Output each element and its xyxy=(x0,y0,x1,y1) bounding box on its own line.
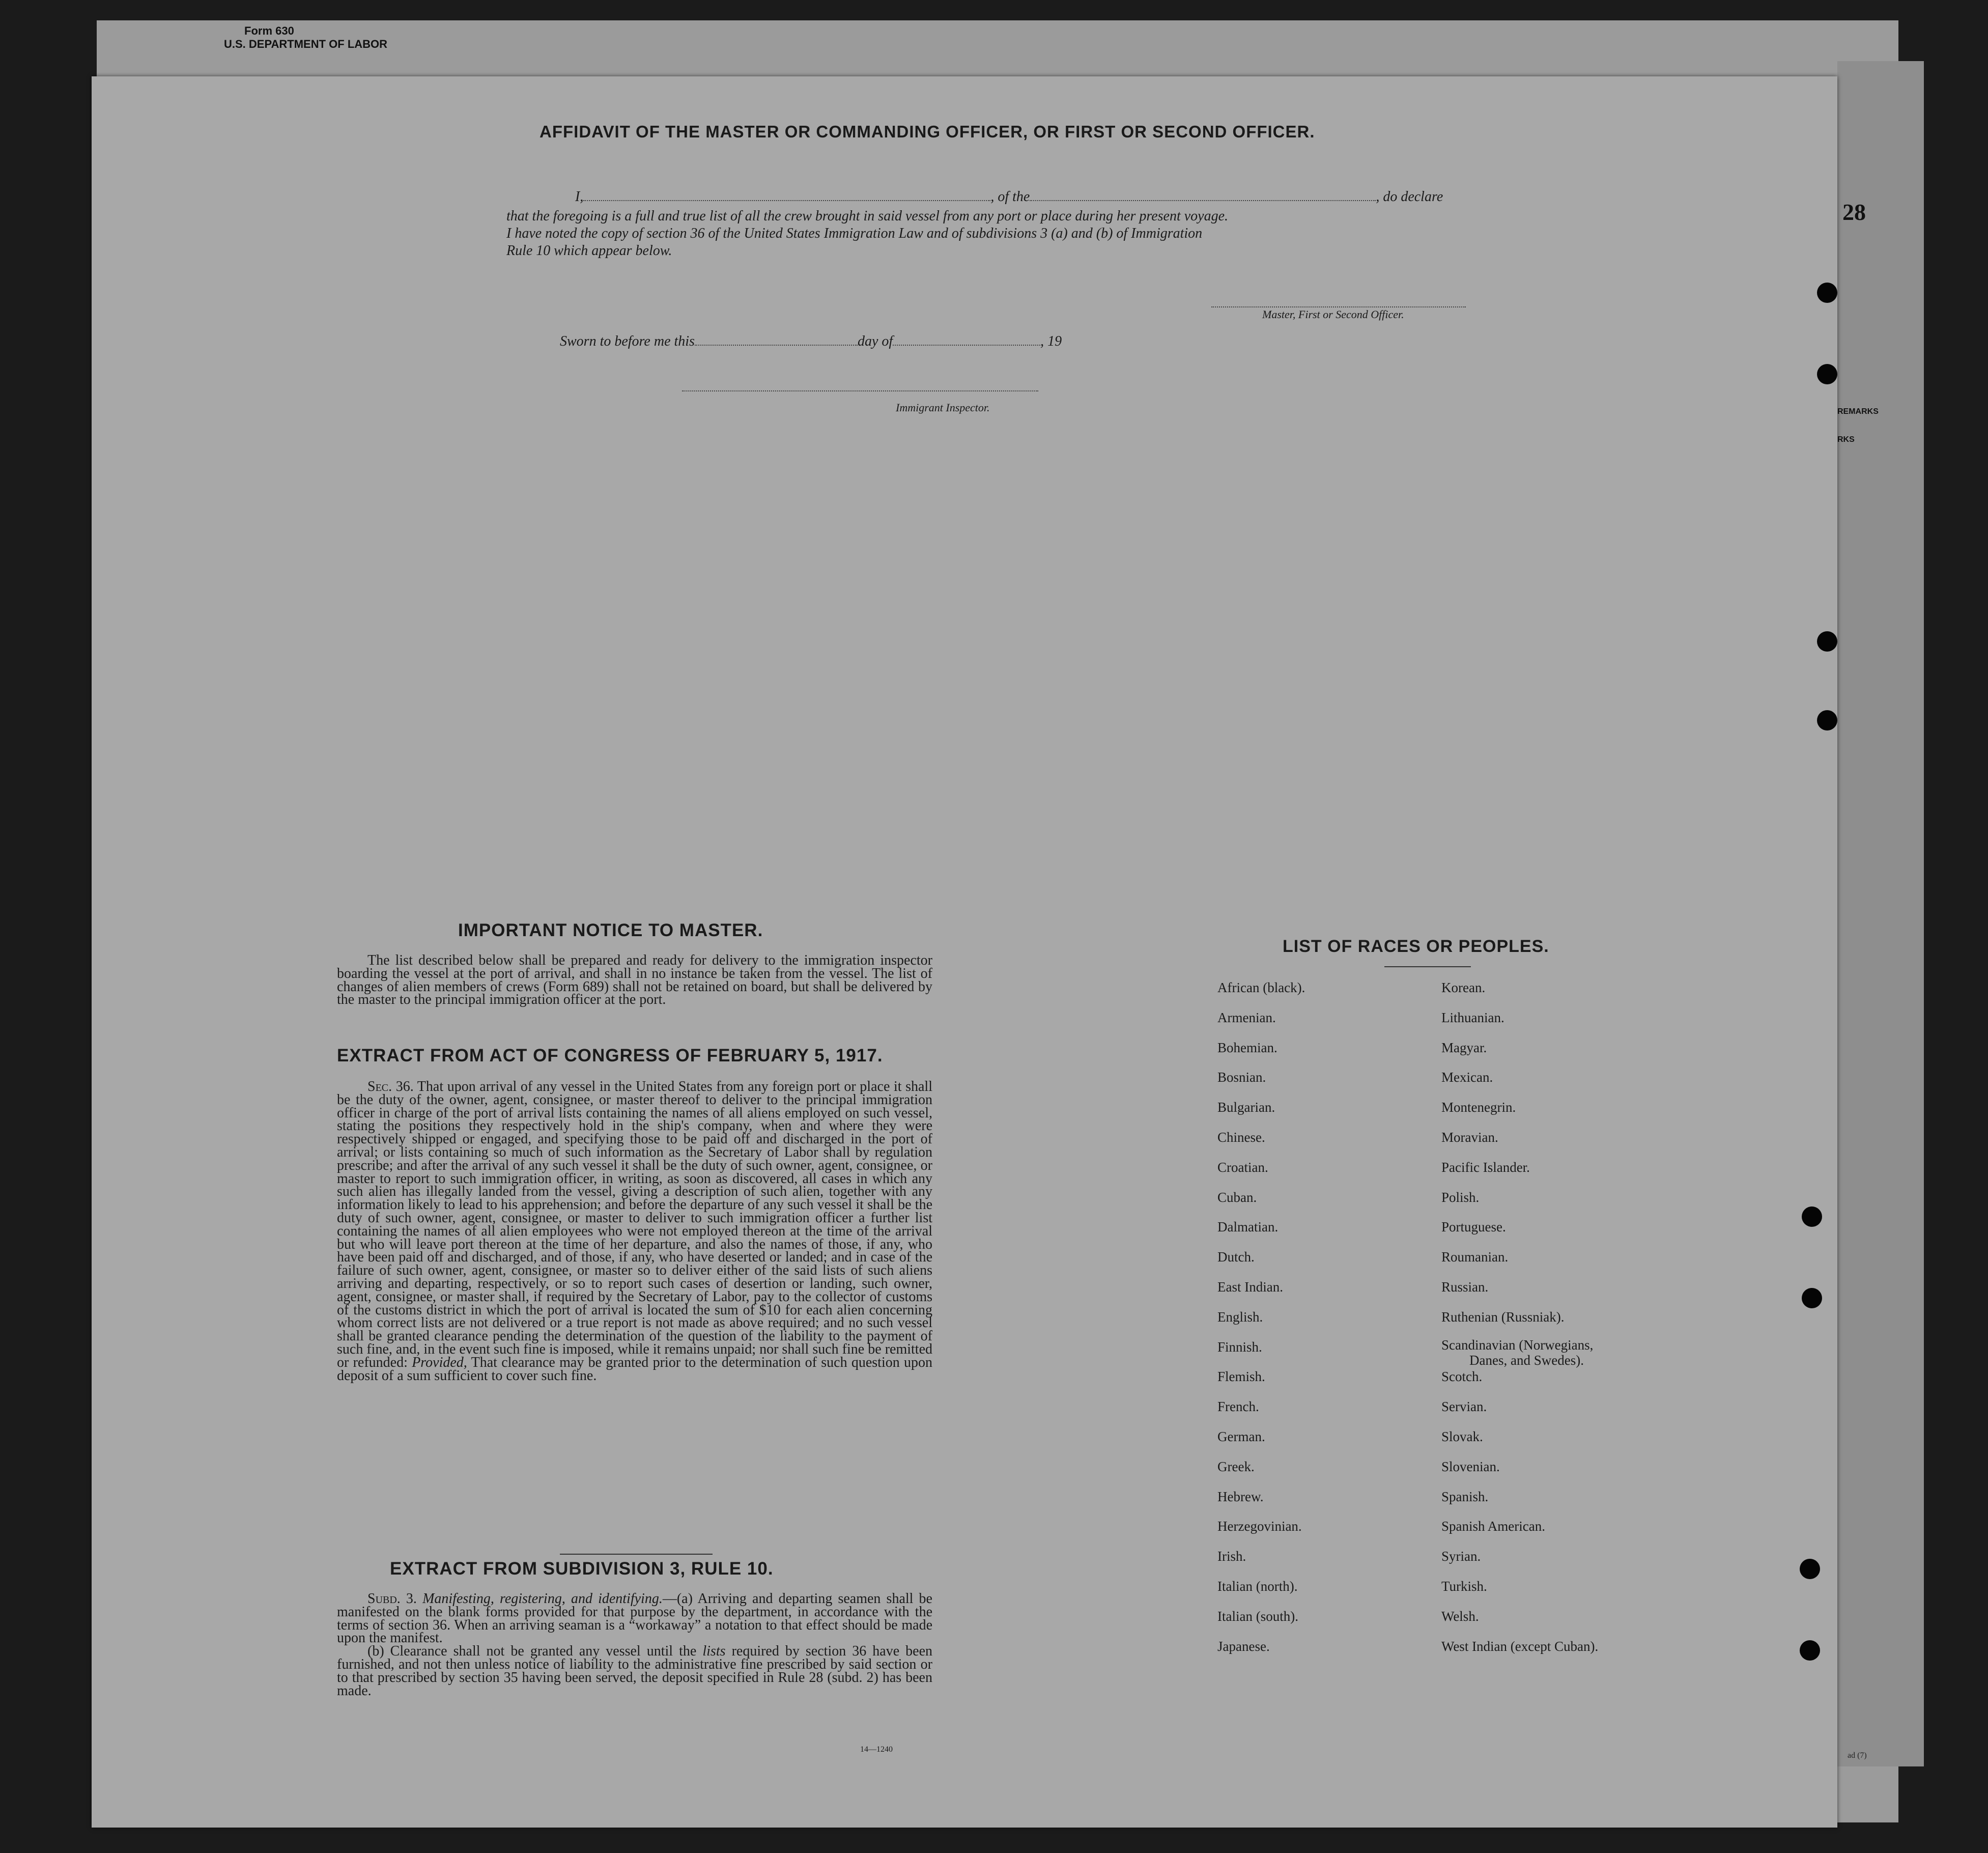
punch-hole xyxy=(1817,283,1837,303)
race-item: Montenegrin. xyxy=(1441,1100,1516,1115)
race-item: Italian (north). xyxy=(1217,1579,1298,1594)
signature-label: Master, First or Second Officer. xyxy=(1262,308,1404,321)
affidavit-line-2: that the foregoing is a full and true list of all the crew brought in said vessel from any port or place during her present voyage. xyxy=(506,208,1229,224)
affidavit-line-3: I have noted the copy of section 36 of the United States Immigration Law and of subdivisions 3 (a) and (b) of Immigration xyxy=(506,226,1203,241)
department-text: U.S. DEPARTMENT OF LABOR xyxy=(224,38,388,50)
race-item: Greek. xyxy=(1217,1458,1255,1474)
race-item: Dutch. xyxy=(1217,1249,1255,1265)
race-item: Spanish. xyxy=(1441,1489,1489,1504)
race-item: Lithuanian. xyxy=(1441,1009,1504,1025)
race-item: Dalmatian. xyxy=(1217,1219,1279,1235)
race-item-continuation: Danes, and Swedes). xyxy=(1469,1352,1584,1368)
race-item: Cuban. xyxy=(1217,1189,1257,1205)
signature-line[interactable] xyxy=(1211,295,1466,307)
race-item: Finnish. xyxy=(1217,1339,1262,1355)
subd-label: Subd. 3. xyxy=(367,1591,417,1607)
race-item: Moravian. xyxy=(1441,1130,1498,1145)
races-title: LIST OF RACES OR PEOPLES. xyxy=(1283,937,1549,956)
race-item: Roumanian. xyxy=(1441,1249,1509,1265)
act-extract-text-block xyxy=(337,1080,932,1382)
race-item: Russian. xyxy=(1441,1279,1489,1295)
punch-hole xyxy=(1817,364,1837,384)
rule-para-b-2: required by section 36 have been furnished, and not then unless notice of liability to the administrative fine prescribed by said section or to that prescribed by section 35 having been served, the deposit specified in Rule 28 (subd. 2) has been made. xyxy=(337,1643,933,1699)
vessel-blank[interactable] xyxy=(1030,189,1376,201)
notice-text-block xyxy=(337,954,932,1006)
race-item: Ruthenian (Russniak). xyxy=(1441,1309,1565,1325)
subd-heading: Manifesting, registering, and identifying. xyxy=(422,1591,663,1607)
race-item: Korean. xyxy=(1441,980,1486,995)
punch-hole xyxy=(1800,1640,1820,1661)
divider-rule xyxy=(560,1554,713,1555)
form-code: 14—1240 xyxy=(860,1745,893,1754)
proviso-text: That clearance may be granted prior to the determination of such question upon deposit of a sum sufficient to cover such fine. xyxy=(337,1354,933,1384)
punch-hole xyxy=(1802,1206,1822,1227)
sec-label: Sec. 36. xyxy=(367,1079,414,1094)
sworn-month-blank[interactable] xyxy=(893,333,1040,346)
rule-para-b xyxy=(337,1645,932,1697)
affidavit-line-4: Rule 10 which appear below. xyxy=(506,243,672,259)
form-number xyxy=(224,24,387,51)
race-item: African (black). xyxy=(1217,980,1305,995)
races-rule xyxy=(1384,966,1471,967)
remarks-label: REMARKS xyxy=(1837,407,1879,416)
act-extract-paragraph xyxy=(337,1080,932,1382)
race-item: Flemish. xyxy=(1217,1369,1265,1385)
name-blank[interactable] xyxy=(583,189,990,201)
bottom-note: ad (7) xyxy=(1848,1751,1867,1760)
act-extract-text: That upon arrival of any vessel in the United States from any foreign port or place it shall be the duty of the owner, agent, consignee, or master thereof to deliver to the principal immigration officer in charge of the port of arrival lists containing the names of all aliens employed on such vessel, stating the positions they respectively hold in the ship's company, when and where they were respectively shipped or engaged, and specifying those to be paid off and discharged in the port of arrival; or lists containing so much of such information as the Secretary of Labor shall by regulation prescribe; and after the arrival of any such vessel it shall be the duty of such owner, agent, consignee, or master to report to such immigration officer, in writing, as soon as discovered, all cases in which any such alien has illegally landed from the vessel, giving a description of such alien, together with any information likely to lead to his apprehension; and before the departure of any such vessel it shall be the duty of such owner, agent, consignee, or master to deliver to such immigration officer a further list containing the names of all alien employees who were not employed thereon at the time of the arrival but who will leave port thereon at the time of her departure, and also the names of those, if any, who have been paid off and discharged, and of those, if any, who have deserted or landed; and in case of the failure of such owner, agent, consignee, or master so to deliver either of the said lists of such aliens arriving and departing, respectively, or so to report such cases of desertion or landing, such owner, agent, consignee, or master shall, if required by the Secretary of Labor, pay to the collector of customs of the customs district in which the port of arrival is located the sum of $10 for each alien concerning whom correct lists are not delivered or a true report is not made as above required; and no such vessel shall be granted clearance pending the determination of the question of the liability to the payment of such fine, and, in the event such fine is imposed, while it remains unpaid; nor shall such fine be remitted or refunded: xyxy=(337,1079,932,1370)
race-item: Bosnian. xyxy=(1217,1070,1266,1085)
rule-para-b-lists: lists xyxy=(702,1643,726,1660)
race-item: German. xyxy=(1217,1429,1265,1444)
act-extract-title: EXTRACT FROM ACT OF CONGRESS OF FEBRUARY 5, 1917. xyxy=(337,1046,883,1065)
affidavit-line-1-a: I, xyxy=(575,189,584,205)
rule-extract-title: EXTRACT FROM SUBDIVISION 3, RULE 10. xyxy=(390,1559,774,1579)
race-item: Armenian. xyxy=(1217,1009,1276,1025)
punch-hole xyxy=(1817,631,1837,652)
form-number-text: Form 630 xyxy=(244,24,294,37)
race-item: Croatian. xyxy=(1217,1159,1268,1175)
race-item: Herzegovinian. xyxy=(1217,1519,1302,1534)
race-item: Slovak. xyxy=(1441,1429,1483,1444)
race-item: Polish. xyxy=(1441,1189,1480,1205)
punch-hole xyxy=(1802,1288,1822,1308)
rule-extract-text-block xyxy=(337,1592,932,1697)
rule-para-a-text: —(a) Arriving and departing seamen shall be manifested on the blank forms provided for that purpose by the department, in accordance with the terms of section 36. When an arriving seaman is a “workaway” a notation to that effect should be made upon the manifest. xyxy=(337,1591,932,1646)
sworn-day-blank[interactable] xyxy=(695,333,858,346)
race-item: Japanese. xyxy=(1217,1638,1270,1654)
rule-para-b-1: (b) Clearance shall not be granted any vessel until the xyxy=(367,1643,697,1660)
inspector-label: Immigrant Inspector. xyxy=(896,401,990,414)
race-item: Bohemian. xyxy=(1217,1040,1277,1055)
sworn-a: Sworn to before me this xyxy=(560,333,695,349)
punch-hole xyxy=(1800,1559,1820,1579)
right-edge-strip xyxy=(1837,61,1924,1766)
race-item: Italian (south). xyxy=(1217,1608,1298,1624)
race-item: Slovenian. xyxy=(1441,1458,1500,1474)
race-item: Portuguese. xyxy=(1441,1219,1506,1235)
race-item: Magyar. xyxy=(1441,1040,1487,1055)
sworn-c: , 19 xyxy=(1040,333,1062,349)
race-item: English. xyxy=(1217,1309,1263,1325)
race-item: Mexican. xyxy=(1441,1070,1493,1085)
proviso-word: Provided, xyxy=(412,1354,467,1370)
race-item: Chinese. xyxy=(1217,1130,1265,1145)
affidavit-line-1 xyxy=(575,188,1443,206)
race-item: French. xyxy=(1217,1399,1259,1415)
inspector-signature-line[interactable] xyxy=(682,379,1038,391)
race-item: Syrian. xyxy=(1441,1549,1481,1564)
notice-title: IMPORTANT NOTICE TO MASTER. xyxy=(458,920,763,940)
affidavit-line-1-c: , do declare xyxy=(1376,189,1443,205)
race-item: Irish. xyxy=(1217,1549,1246,1564)
race-item: Servian. xyxy=(1441,1399,1487,1415)
race-item: Pacific Islander. xyxy=(1441,1159,1530,1175)
race-item: Hebrew. xyxy=(1217,1489,1264,1504)
affidavit-line-1-b: , of the xyxy=(990,189,1030,205)
notice-text: The list described below shall be prepared and ready for delivery to the immigration inspector boarding the vessel at the port of arrival, and shall in no instance be taken from the vessel. The list of changes of alien members of crews (Form 689) shall not be retained on board, but shall be delivered by the master to the principal immigration officer at the port. xyxy=(337,952,932,1008)
race-item: Turkish. xyxy=(1441,1579,1487,1594)
race-item: Bulgarian. xyxy=(1217,1100,1275,1115)
race-item: Spanish American. xyxy=(1441,1519,1545,1534)
race-item: Welsh. xyxy=(1441,1608,1479,1624)
sworn-line xyxy=(560,333,1062,350)
page-number: 28 xyxy=(1842,199,1866,225)
sworn-b: day of xyxy=(857,333,893,349)
race-item: East Indian. xyxy=(1217,1279,1283,1295)
affidavit-title: AFFIDAVIT OF THE MASTER OR COMMANDING OFFICER, OR FIRST OR SECOND OFFICER. xyxy=(539,122,1315,141)
remarks-label-2: RKS xyxy=(1837,435,1855,444)
race-item: Scotch. xyxy=(1441,1369,1483,1385)
race-item: West Indian (except Cuban). xyxy=(1441,1638,1599,1654)
punch-hole xyxy=(1817,710,1837,731)
rule-para-a xyxy=(337,1592,932,1645)
race-item: Scandinavian (Norwegians, xyxy=(1441,1337,1594,1353)
